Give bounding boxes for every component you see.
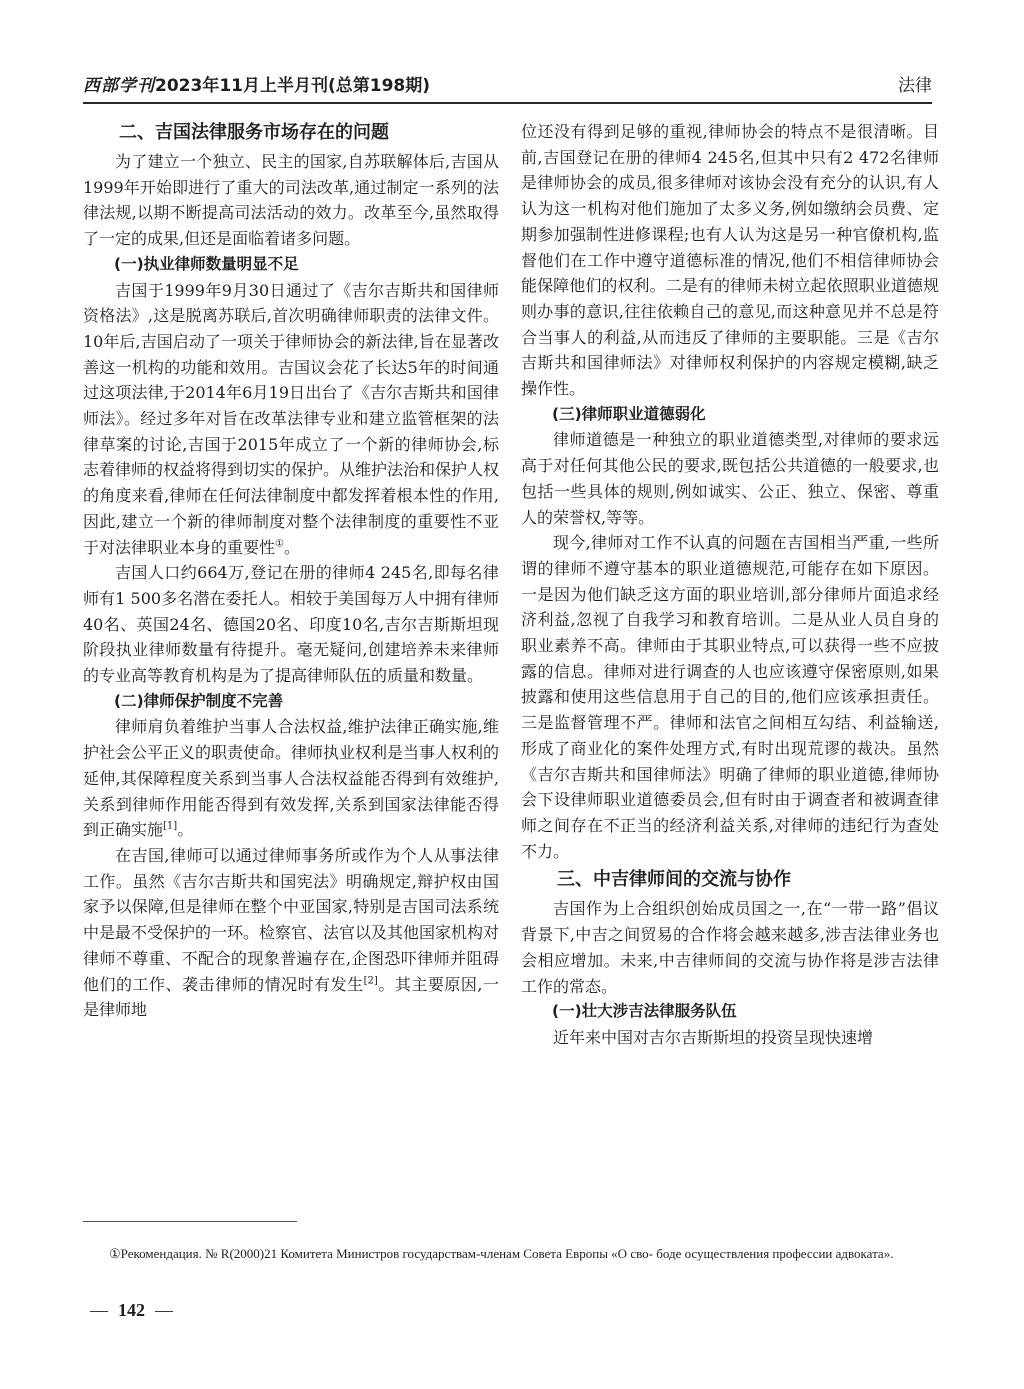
journal-issue bbox=[83, 71, 430, 96]
paragraph-text: 律师肩负着维护当事人合法权益,维护法律正确实施,维护社会公平正义的职责使命。律师执业权利是当事人权利的延伸,其保障程度关系到当事人合法权益能否得到有效维护,关系到律师作用能否得到有效发挥,关系到国家法律能否得到正确实施 bbox=[83, 717, 500, 840]
paragraph-text: 吉国于1999年9月30日通过了《吉尔吉斯共和国律师资格法》,这是脱离苏联后,首次明确律师职责的法律文件。10年后,吉国启动了一项关于律师协会的新法律,旨在显著改善这一机构的功能和效用。吉国议会花了长达5年的时间通过这项法律,于2014年6月19日出台了《吉尔吉斯共和国律师法》。经过多年对旨在改革法律专业和建立监管框架的法律草案的讨论,吉国于2015年成立了一个新的律师协会,标志着律师的权益将得到切实的保护。从维护法治和保护人权的角度来看,律师在任何法律制度中都发挥着根本性的作用,因此,建立一个新的律师制度对整个法律制度的重要性不亚于对法律职业本身的重要性 bbox=[83, 280, 500, 557]
subheading-protection: (二)律师保护制度不完善 bbox=[114, 691, 284, 710]
paragraph-ethics-definition: 律师道德是一种独立的职业道德类型,对律师的要求远高于对任何其他公民的要求,既包括公共道德的一般要求,也包括一些具体的规则,例如诚实、公正、独立、保密、尊重人的荣誉权,等等。 bbox=[521, 430, 939, 527]
footnote-marker: ① bbox=[275, 538, 284, 550]
paragraph-duty bbox=[83, 714, 499, 843]
paragraph-text: 在吉国,律师可以通过律师事务所或作为个人从事法律工作。虽然《吉尔吉斯共和国宪法》明确规定,辩护权由国家予以保障,但是律师在整个中亚国家,特别是吉国司法系统中是最不受保护的一环。检察官、法官以及其他国家机构对律师不尊重、不配合的现象普遍存在,企图恐吓律师并阻碍他们的工作、袭击律师的情况时有发生 bbox=[83, 845, 500, 994]
running-header bbox=[83, 68, 932, 104]
dash-left: — bbox=[90, 1300, 108, 1320]
citation-marker: [2] bbox=[363, 975, 378, 987]
left-column bbox=[83, 117, 499, 1023]
paragraph-end: 。 bbox=[283, 537, 300, 557]
paragraph-intro: 为了建立一个独立、民主的国家,自苏联解体后,吉国从1999年开始即进行了重大的司法改革,通过制定一系列的法律法规,以期不断提高司法活动的效力。改革至今,虽然取得了一定的成果,但还是面临着诸多问题。 bbox=[83, 152, 499, 249]
page-number: 142 bbox=[118, 1300, 145, 1320]
paragraph-end: 。 bbox=[177, 820, 194, 840]
footnote: ①Рекомендация. № R(2000)21 Комитета Министров государствам-членам Совета Европы «О сво- боде осуществления профессии адвоката». bbox=[109, 1246, 894, 1261]
subheading-lawyer-shortage: (一)执业律师数量明显不足 bbox=[114, 254, 299, 273]
heading-problems: 二、吉国法律服务市场存在的问题 bbox=[119, 122, 389, 143]
citation-marker: [1] bbox=[163, 820, 178, 832]
paragraph-investment: 近年来中国对吉尔吉斯斯坦的投资呈现快速增 bbox=[553, 1027, 874, 1047]
section-label: 法律 bbox=[898, 76, 932, 96]
paragraph-practice bbox=[83, 843, 499, 1023]
right-column bbox=[521, 119, 939, 1051]
paragraph-continued: 位还没有得到足够的重视,律师协会的特点不是很清晰。目前,吉国登记在册的律师4 245名,但其中只有2 472名律师是律师协会的成员,很多律师对该协会没有充分的认识,有人认为这一机构对他们施加了太多义务,例如缴纳会员费、定期参加强制性进修课程;也有人认为这是另一种官僚机构,监督他们在工作中遵守道德标准的情况,他们不相信律师协会能保障他们的权利。二是有的律师未树立起依照职业道德规则办事的意识,往往依赖自己的意见,而这种意见并不总是符合当事人的利益,从而违反了律师的主要职能。三是《吉尔吉斯共和国律师法》对律师权利保护的内容规定模糊,缺乏操作性。 bbox=[521, 122, 939, 399]
footnote-divider bbox=[83, 1221, 297, 1222]
page-number-footer bbox=[90, 1300, 173, 1321]
dash-right: — bbox=[155, 1300, 173, 1320]
paragraph-ethics-problems: 现今,律师对工作不认真的问题在吉国相当严重,一些所谓的律师不遵守基本的职业道德规范,可能存在如下原因。一是因为他们缺乏这方面的职业培训,部分律师片面追求经济利益,忽视了自我学习和教育培训。二是从业人员自身的职业素养不高。律师由于其职业特点,可以获得一些不应披露的信息。律师对进行调查的人也应该遵守保密原则,如果披露和使用这些信息用于自己的目的,他们应该承担责任。三是监督管理不严。律师和法官之间相互勾结、利益输送,形成了商业化的案件处理方式,有时出现荒谬的裁决。虽然《吉尔吉斯共和国律师法》明确了律师的职业道德,律师协会下设律师职业道德委员会,但有时由于调查者和被调查律师之间存在不正当的经济利益关系,对律师的违纪行为查处不力。 bbox=[521, 533, 939, 861]
paragraph-lawyer-count: 吉国人口约664万,登记在册的律师4 245名,即每名律师有1 500多名潜在委托人。相较于美国每万人中拥有律师40名、英国24名、德国20名、印度10名,吉尔吉斯斯坦现阶段执业律师数量有待提升。毫无疑问,创建培养未来律师的专业高等教育机构是为了提高律师队伍的质量和数量。 bbox=[83, 563, 499, 686]
paragraph-end: 。其主要原因,一是律师地 bbox=[83, 974, 499, 1020]
paragraph-cooperation: 吉国作为上合组织创始成员国之一,在“一带一路”倡议背景下,中吉之间贸易的合作将会越来越多,涉吉法律业务也会相应增加。未来,中吉律师间的交流与协作将是涉吉法律工作的常态。 bbox=[521, 899, 939, 996]
subheading-expand-team: (一)壮大涉吉法律服务队伍 bbox=[552, 1002, 737, 1021]
issue-label: 2023年11月上半月刊(总第198期) bbox=[155, 76, 430, 96]
heading-cooperation: 三、中吉律师间的交流与协作 bbox=[557, 869, 791, 891]
paragraph-law-history bbox=[83, 278, 499, 561]
subheading-ethics: (三)律师职业道德弱化 bbox=[552, 404, 706, 423]
journal-logo: 西部学刊 bbox=[83, 76, 155, 96]
